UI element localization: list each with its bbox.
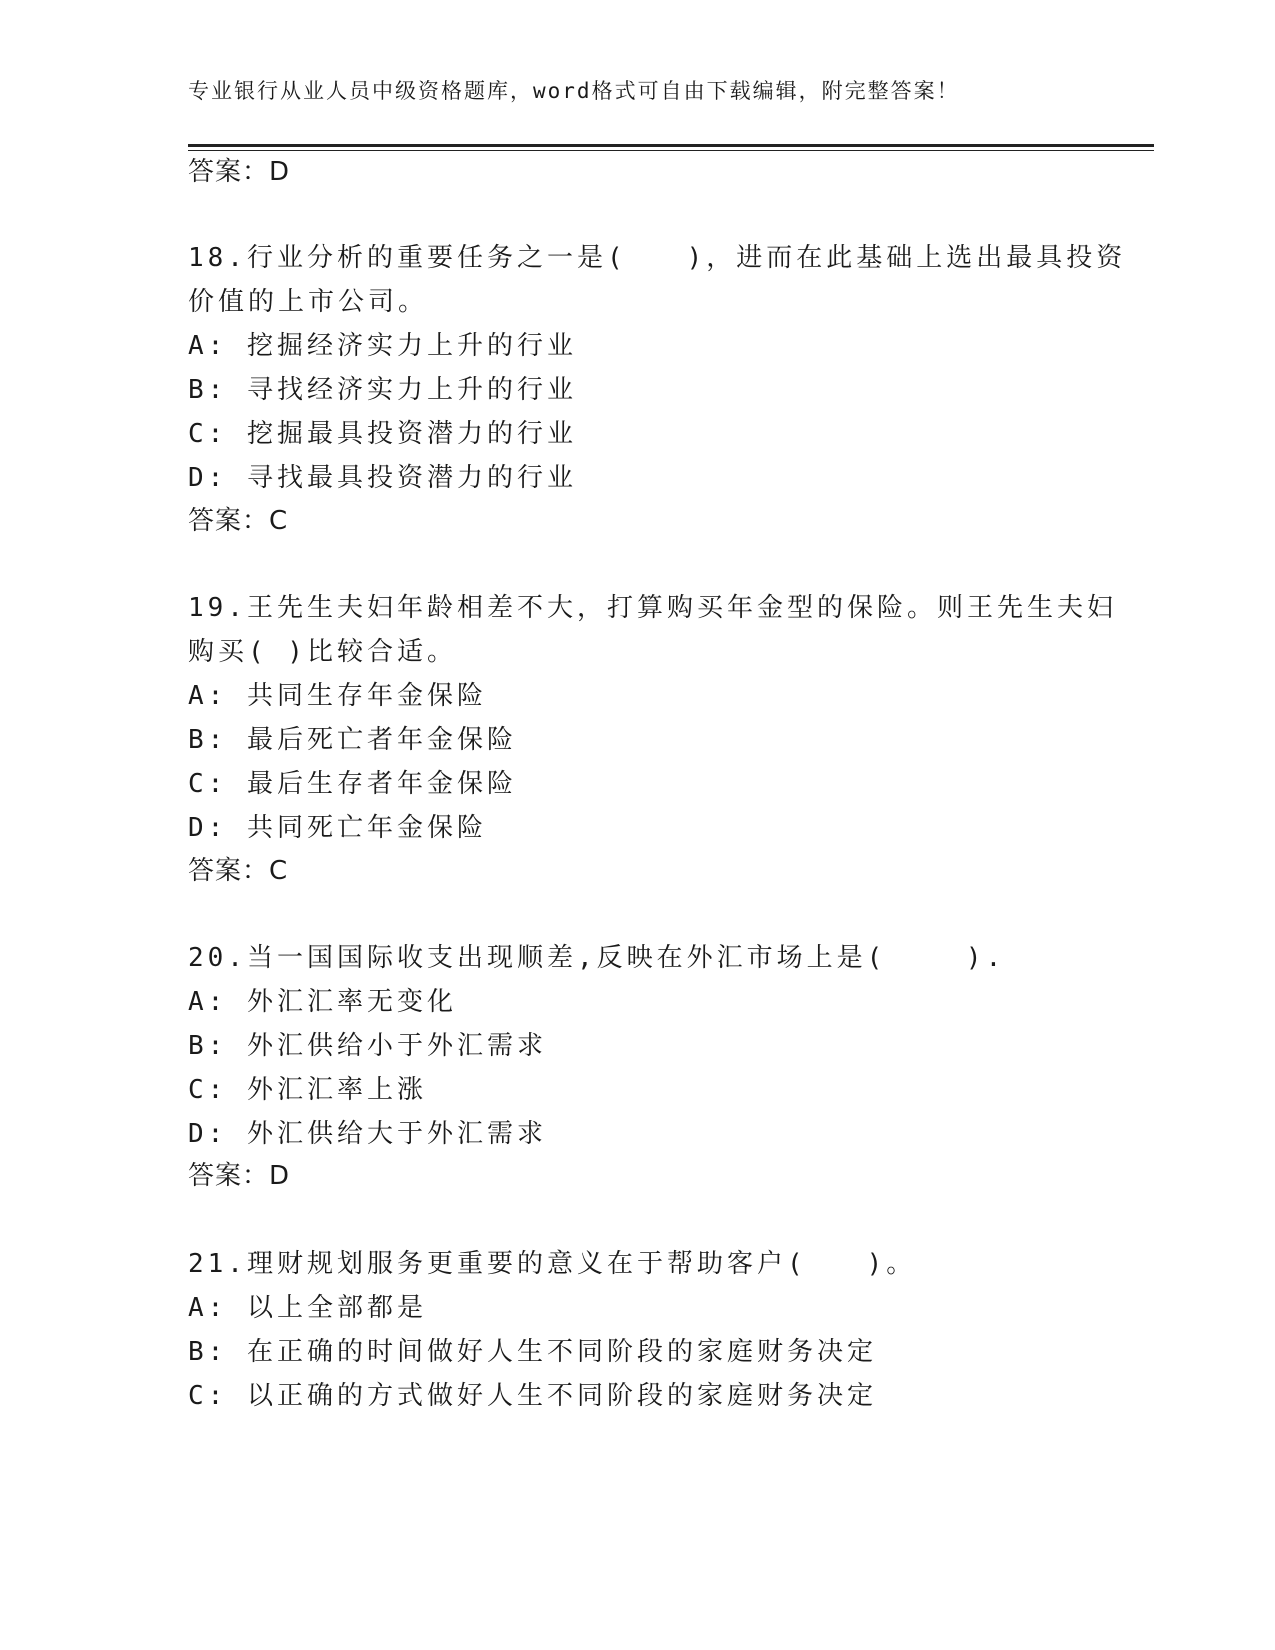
question-18-option-a: A: 挖掘经济实力上升的行业 — [188, 331, 577, 361]
question-18-stem-line1: 18.行业分析的重要任务之一是( )，进而在此基础上选出最具投资 — [188, 243, 1127, 273]
header-rule-thick — [188, 144, 1154, 147]
question-20-option-d: D: 外汇供给大于外汇需求 — [188, 1119, 547, 1149]
question-18-stem-line2: 价值的上市公司。 — [188, 287, 429, 317]
question-20-option-c: C: 外汇汇率上涨 — [188, 1075, 427, 1105]
question-19-option-c: C: 最后生存者年金保险 — [188, 769, 517, 799]
answer-19: 答案：C — [188, 856, 289, 886]
answer-20: 答案：D — [188, 1161, 291, 1191]
question-21-stem-line1: 21.理财规划服务更重要的意义在于帮助客户( )。 — [188, 1249, 917, 1279]
question-19-stem-line1: 19.王先生夫妇年龄相差不大，打算购买年金型的保险。则王先生夫妇 — [188, 593, 1117, 623]
answer-18: 答案：C — [188, 506, 289, 536]
question-19-stem-line2: 购买( )比较合适。 — [188, 637, 457, 667]
question-21-option-a: A: 以上全部都是 — [188, 1293, 427, 1323]
question-19-option-a: A: 共同生存年金保险 — [188, 681, 487, 711]
question-20-stem-line1: 20.当一国国际收支出现顺差,反映在外汇市场上是( ). — [188, 943, 1006, 973]
question-18-option-d: D: 寻找最具投资潜力的行业 — [188, 463, 577, 493]
question-19-option-d: D: 共同死亡年金保险 — [188, 813, 487, 843]
question-20-option-b: B: 外汇供给小于外汇需求 — [188, 1031, 547, 1061]
answer-17: 答案：D — [188, 157, 291, 187]
question-18-option-c: C: 挖掘最具投资潜力的行业 — [188, 419, 577, 449]
page-header: 专业银行从业人员中级资格题库，word格式可自由下载编辑，附完整答案！ — [188, 79, 960, 103]
question-20-option-a: A: 外汇汇率无变化 — [188, 987, 457, 1017]
question-21-option-b: B: 在正确的时间做好人生不同阶段的家庭财务决定 — [188, 1337, 877, 1367]
question-18-option-b: B: 寻找经济实力上升的行业 — [188, 375, 577, 405]
header-rule-thin — [188, 150, 1154, 151]
question-19-option-b: B: 最后死亡者年金保险 — [188, 725, 517, 755]
question-21-option-c: C: 以正确的方式做好人生不同阶段的家庭财务决定 — [188, 1381, 877, 1411]
